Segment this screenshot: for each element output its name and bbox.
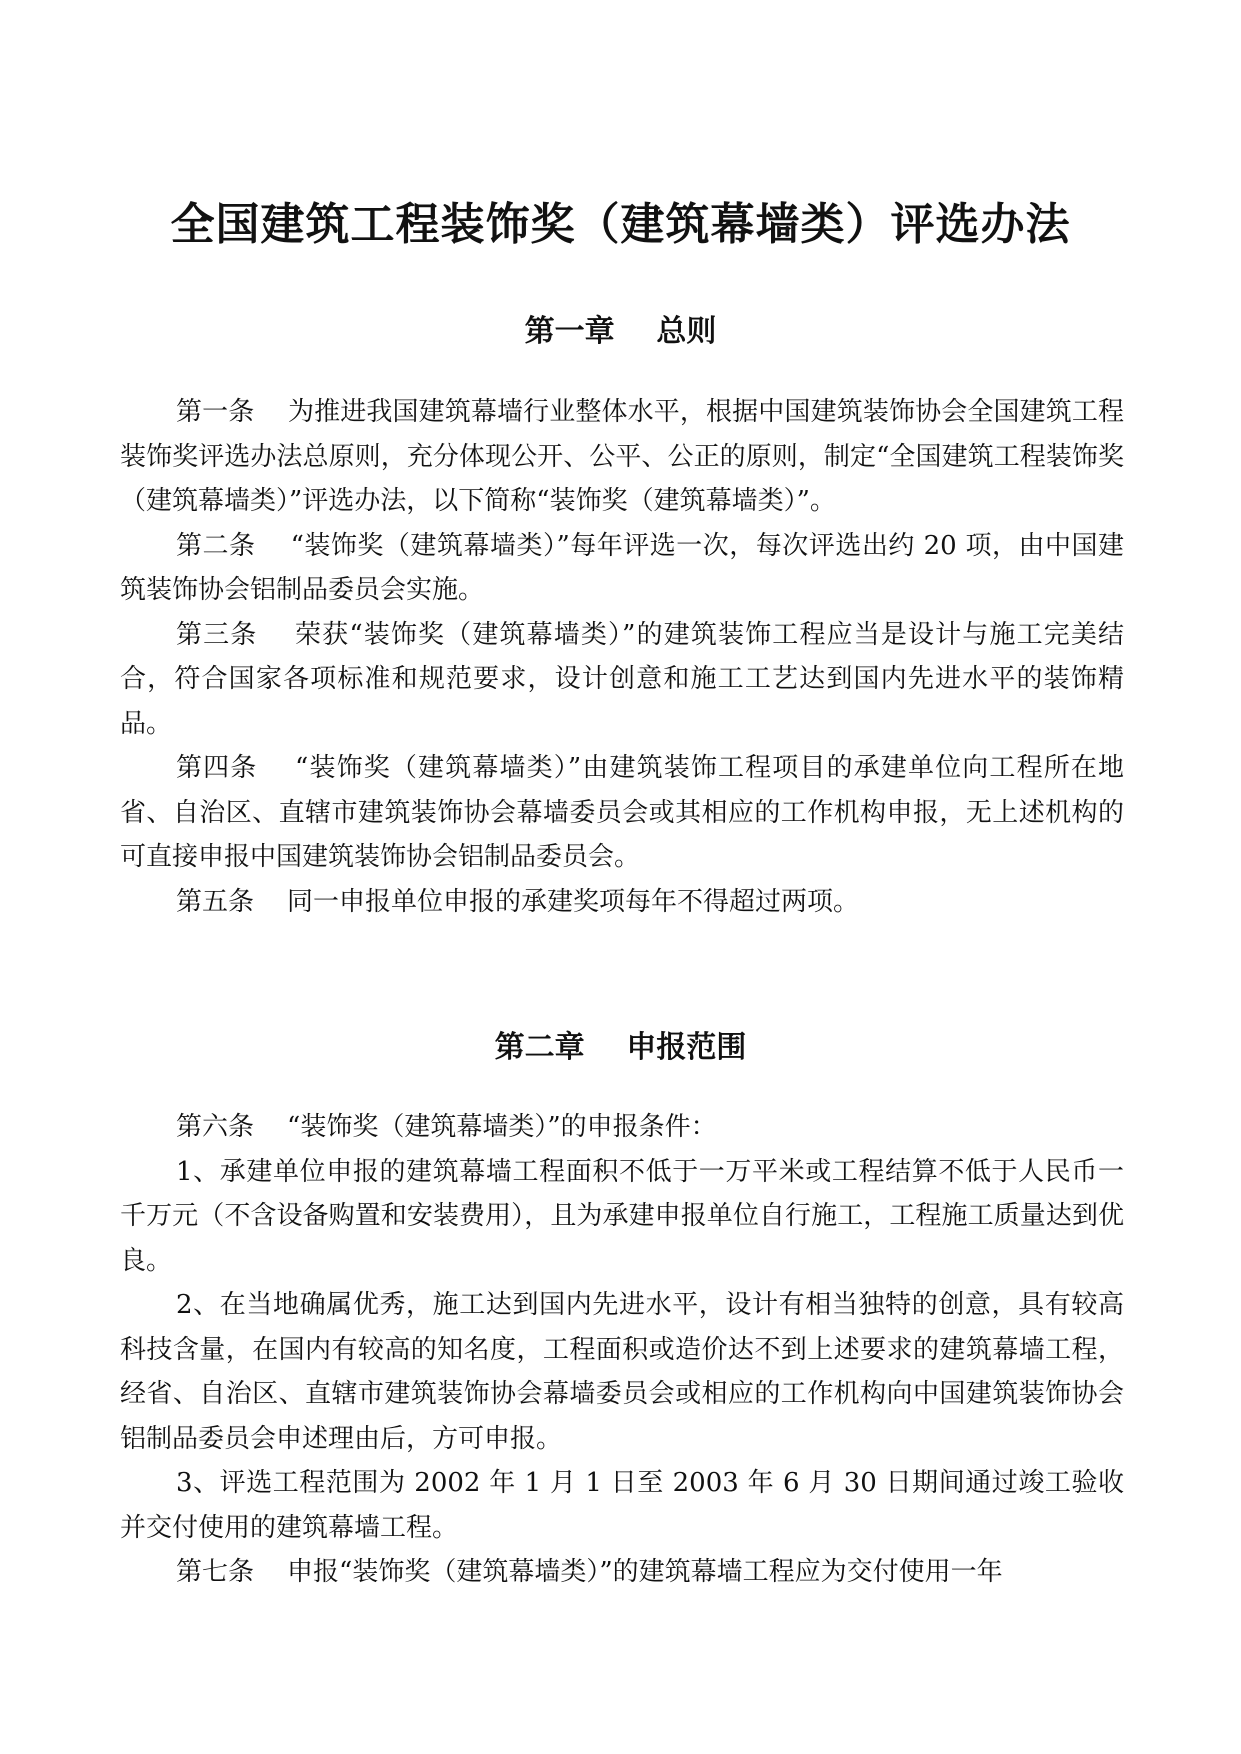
- article-7: 第七条 申报“装饰奖（建筑幕墙类）”的建筑幕墙工程应为交付使用一年: [176, 1557, 1003, 1587]
- chapter-1-body: [120, 390, 1124, 924]
- document-title: 全国建筑工程装饰奖（建筑幕墙类）评选办法: [170, 199, 1071, 250]
- article-3: 第三条 荣获“装饰奖（建筑幕墙类）”的建筑装饰工程应当是设计与施工完美结合，符合国家各项标准和规范要求，设计创意和施工工艺达到国内先进水平的装饰精品。: [120, 619, 1124, 739]
- article-6-item-3: 3、评选工程范围为 2002 年 1 月 1 日至 2003 年 6 月 30 日期间通过竣工验收并交付使用的建筑幕墙工程。: [120, 1468, 1124, 1543]
- article-6-item-1: 1、承建单位申报的建筑幕墙工程面积不低于一万平米或工程结算不低于人民币一千万元（不含设备购置和安装费用），且为承建申报单位自行施工，工程施工质量达到优良。: [120, 1156, 1124, 1276]
- chapter-2-body: [120, 1105, 1124, 1595]
- article-4: 第四条 “装饰奖（建筑幕墙类）”由建筑装饰工程项目的承建单位向工程所在地省、自治区、直辖市建筑装饰协会幕墙委员会或其相应的工作机构申报，无上述机构的可直接申报中国建筑装饰协会铝制品委员会。: [120, 753, 1124, 872]
- article-2: 第二条 “装饰奖（建筑幕墙类）”每年评选一次，每次评选出约 20 项，由中国建筑装饰协会铝制品委员会实施。: [120, 530, 1124, 605]
- article-6-item-2: 2、在当地确属优秀，施工达到国内先进水平，设计有相当独特的创意，具有较高科技含量，在国内有较高的知名度，工程面积或造价达不到上述要求的建筑幕墙工程，经省、自治区、直辖市建筑装饰协会幕墙委员会或相应的工作机构向中国建筑装饰协会铝制品委员会申述理由后，方可申报。: [120, 1290, 1124, 1454]
- chapter-2-heading: 第二章 申报范围: [494, 1030, 747, 1065]
- article-1: 第一条 为推进我国建筑幕墙行业整体水平，根据中国建筑装饰协会全国建筑工程装饰奖评选办法总原则，充分体现公开、公平、公正的原则，制定“全国建筑工程装饰奖（建筑幕墙类）”评选办法，以下简称“装饰奖（建筑幕墙类）”。: [120, 397, 1124, 516]
- article-6: 第六条 “装饰奖（建筑幕墙类）”的申报条件：: [176, 1112, 717, 1142]
- article-5: 第五条 同一申报单位申报的承建奖项每年不得超过两项。: [176, 886, 860, 917]
- chapter-1-heading: 第一章 总则: [524, 314, 717, 349]
